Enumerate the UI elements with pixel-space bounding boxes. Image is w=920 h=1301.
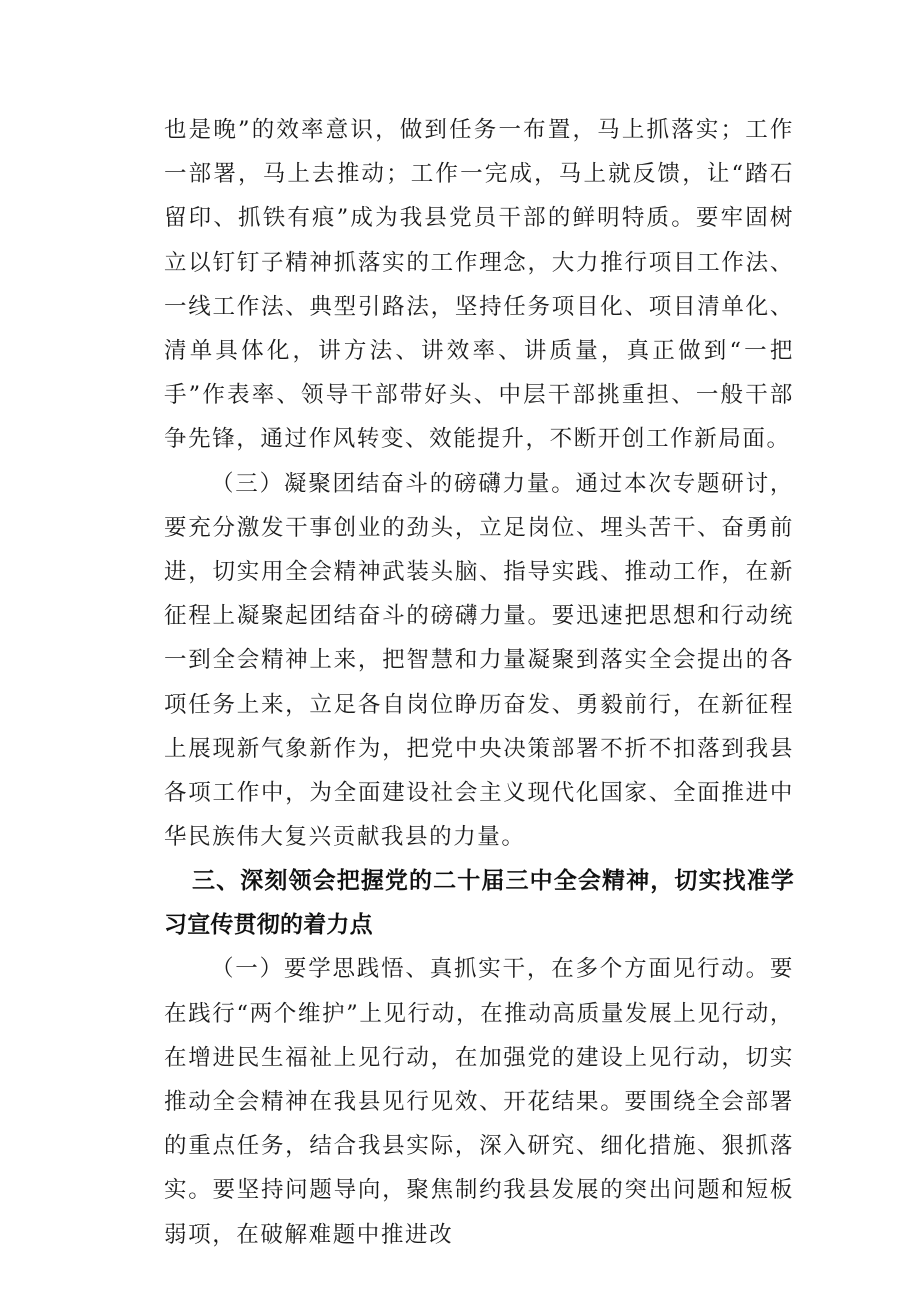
- paragraph-unity-strength: （三）凝聚团结奋斗的磅礴力量。通过本次专题研讨，要充分激发干事创业的劲头，立足岗位、埋头苦干、奋勇前进，切实用全会精神武装头脑、指导实践、推动工作，在新征程上凝聚起团结奋斗的磅礴力量。要迅速把思想和行动统一到全会精神上来，把智慧和力量凝聚到落实全会提出的各项任务上来，立足各自岗位睁历奋发、勇毅前行，在新征程上展现新气象新作为，把党中央决策部署不折不扣落到我县各项工作中，为全面建设社会主义现代化国家、全面推进中华民族伟大复兴贡献我县的力量。: [164, 470, 794, 851]
- section-heading-three: 三、深刻领会把握党的二十届三中全会精神，切实找准学习宣传贯彻的着力点: [164, 868, 794, 939]
- paragraph-efficiency: 也是晚”的效率意识，做到任务一布置，马上抓落实；工作一部署，马上去推动；工作一完成，马上就反馈，让“踏石留印、抓铁有痕”成为我县党员干部的鲜明特质。要牢固树立以钉钉子精神抓落实的工作理念，大力推行项目工作法、一线工作法、典型引路法，坚持任务项目化、项目清单化、清单具体化，讲方法、讲效率、讲质量，真正做到“一把手”作表率、领导干部带好头、中层干部挑重担、一般干部争先锋，通过作风转变、效能提升，不断开创工作新局面。: [164, 117, 794, 453]
- paragraph-action: （一）要学思践悟、真抓实干，在多个方面见行动。要在践行“两个维护”上见行动，在推动高质量发展上见行动，在增进民生福祉上见行动，在加强党的建设上见行动，切实推动全会精神在我县见行见效、开花结果。要围绕全会部署的重点任务，结合我县实际，深入研究、细化措施、狠抓落实。要坚持问题导向，聚焦制约我县发展的突出问题和短板弱项，在破解难题中推进改: [164, 956, 794, 1248]
- document-body: [164, 108, 794, 1257]
